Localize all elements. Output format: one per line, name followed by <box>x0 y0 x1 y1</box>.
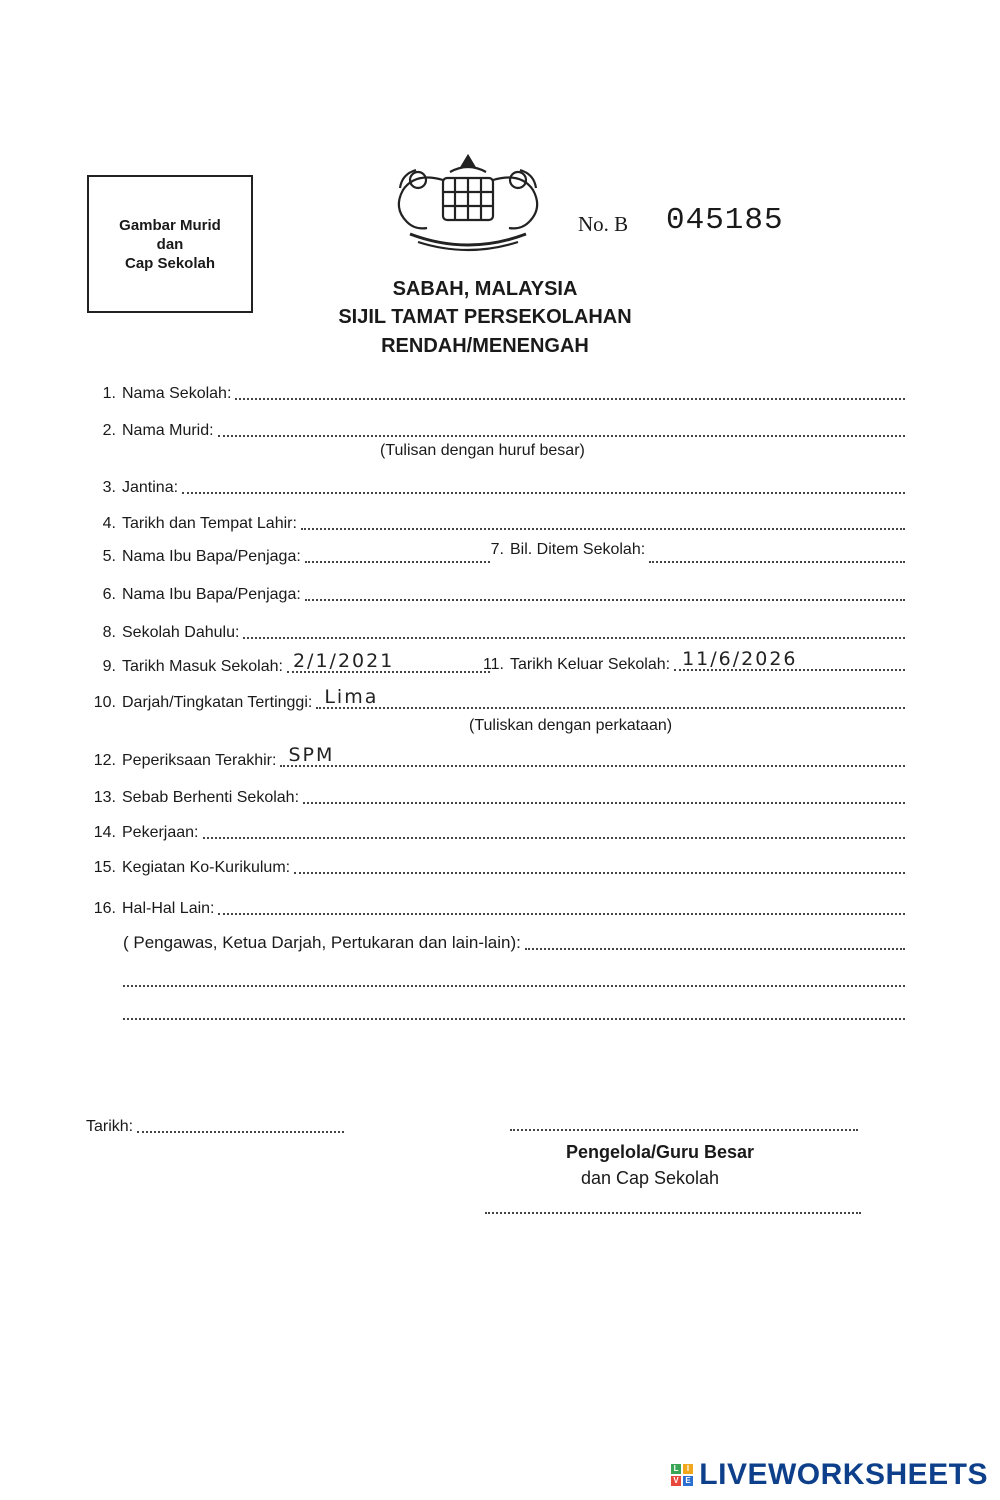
field-tarikh-keluar <box>470 648 905 674</box>
nama-ibu-bapa-2-input[interactable] <box>305 585 905 601</box>
bil-ditem-input[interactable] <box>649 547 905 563</box>
field-number: 2. <box>102 422 116 439</box>
field-sekolah-dahulu <box>82 620 905 642</box>
field-number: 14. <box>93 824 116 841</box>
field-number: 5. <box>102 548 116 565</box>
title-line2: SIJIL TAMAT PERSEKOLAHAN <box>338 306 632 328</box>
field-jantina <box>82 475 905 497</box>
field-label: Peperiksaan Terakhir: <box>122 752 277 769</box>
field-nama-ibu-bapa-1 <box>82 544 490 566</box>
liveworksheets-logo <box>671 1458 988 1492</box>
signature-role-line2: dan Cap Sekolah <box>580 1168 720 1188</box>
field-tarikh-tempat-lahir <box>82 511 905 533</box>
field-number: 4. <box>102 515 116 532</box>
signature-line[interactable] <box>510 1129 858 1131</box>
serial-number: 045185 <box>666 203 784 238</box>
field-label: Sekolah Dahulu: <box>122 624 240 641</box>
field-number: 16. <box>93 900 116 917</box>
jantina-input[interactable] <box>182 478 905 494</box>
field-label: Tarikh Keluar Sekolah: <box>510 656 671 673</box>
logo-grid-cell: I <box>683 1464 693 1474</box>
field-number: 6. <box>102 586 116 603</box>
nama-ibu-bapa-1-input[interactable] <box>305 547 490 563</box>
field-label: Jantina: <box>122 479 179 496</box>
field-nama-ibu-bapa-2 <box>82 582 905 604</box>
field-sebab-berhenti <box>82 785 905 807</box>
field-nama-sekolah <box>82 381 905 403</box>
date-label: Tarikh: <box>86 1118 134 1135</box>
hal-hal-lain-extra-line-2[interactable] <box>123 1018 905 1020</box>
field-hal-hal-lain <box>82 896 905 918</box>
field-pekerjaan <box>82 820 905 842</box>
field-number: 7. <box>490 541 504 558</box>
nama-murid-note: (Tulisan dengan huruf besar) <box>380 442 585 459</box>
photo-box-line2: dan <box>156 235 184 253</box>
stamp-line[interactable] <box>485 1212 861 1214</box>
field-number: 8. <box>102 624 116 641</box>
field-label: Nama Ibu Bapa/Penjaga: <box>122 548 301 565</box>
field-tarikh-masuk <box>82 650 490 676</box>
field-nama-murid <box>82 418 905 440</box>
photo-box-line3: Cap Sekolah <box>124 254 216 272</box>
logo-grid-cell: E <box>683 1476 693 1486</box>
signature-role-line1: Pengelola/Guru Besar <box>565 1142 755 1162</box>
coat-of-arms-icon <box>388 150 548 255</box>
peperiksaan-terakhir-input[interactable] <box>280 744 905 767</box>
field-number: 1. <box>102 385 116 402</box>
hal-hal-lain-input[interactable] <box>218 899 905 915</box>
tarikh-tempat-lahir-input[interactable] <box>301 514 905 530</box>
hal-hal-lain-sub-input[interactable] <box>525 934 905 950</box>
field-number: 9. <box>102 658 116 675</box>
title-line3: RENDAH/MENENGAH <box>381 335 589 357</box>
field-label: Tarikh dan Tempat Lahir: <box>122 515 297 532</box>
field-number: 10. <box>93 694 116 711</box>
date-field <box>86 1114 344 1136</box>
nama-murid-input[interactable] <box>218 421 905 437</box>
tarikh-masuk-value: 2/1/2021 <box>292 650 395 672</box>
tarikh-keluar-value: 11/6/2026 <box>682 648 798 670</box>
field-label: Nama Sekolah: <box>122 385 232 402</box>
serial-label: No. B <box>578 212 629 236</box>
brand-text: LIVEWORKSHEETS <box>699 1458 988 1491</box>
tarikh-masuk-input[interactable] <box>287 650 490 673</box>
field-label: Pekerjaan: <box>122 824 199 841</box>
field-number: 3. <box>102 479 116 496</box>
field-label: Darjah/Tingkatan Tertinggi: <box>122 694 313 711</box>
field-number: 12. <box>93 752 116 769</box>
field-label: Kegiatan Ko-Kurikulum: <box>122 859 291 876</box>
field-number: 15. <box>93 859 116 876</box>
field-label: Tarikh Masuk Sekolah: <box>122 658 283 675</box>
field-number: 11. <box>482 656 504 673</box>
pekerjaan-input[interactable] <box>203 823 906 839</box>
field-label: Bil. Ditem Sekolah: <box>510 541 646 558</box>
field-label: Nama Murid: <box>122 422 214 439</box>
darjah-tertinggi-value: Lima <box>324 686 379 708</box>
date-input[interactable] <box>137 1117 344 1133</box>
darjah-tertinggi-input[interactable] <box>316 686 905 709</box>
nama-sekolah-input[interactable] <box>235 384 905 400</box>
field-label: Sebab Berhenti Sekolah: <box>122 789 300 806</box>
field-bil-ditem <box>470 537 905 559</box>
field-darjah-tertinggi <box>82 686 905 712</box>
sekolah-dahulu-input[interactable] <box>243 623 905 639</box>
title-line1: SABAH, MALAYSIA <box>392 278 578 300</box>
logo-grid-icon <box>671 1464 693 1486</box>
kegiatan-kokurikulum-input[interactable] <box>294 858 905 874</box>
peperiksaan-terakhir-value: SPM <box>288 744 335 766</box>
field-hal-hal-lain-sub <box>123 931 905 953</box>
sebab-berhenti-input[interactable] <box>303 788 905 804</box>
field-label: Hal-Hal Lain: <box>122 900 215 917</box>
field-peperiksaan-terakhir <box>82 744 905 770</box>
logo-grid-cell: V <box>671 1476 681 1486</box>
darjah-tertinggi-note: (Tuliskan dengan perkataan) <box>469 717 673 734</box>
hal-hal-lain-sub-label: ( Pengawas, Ketua Darjah, Pertukaran dan lain-lain): <box>123 933 521 952</box>
field-kegiatan-kokurikulum <box>82 855 905 877</box>
logo-grid-cell: L <box>671 1464 681 1474</box>
hal-hal-lain-extra-line-1[interactable] <box>123 985 905 987</box>
field-number: 13. <box>93 789 116 806</box>
photo-box-line1: Gambar Murid <box>119 216 221 234</box>
field-label: Nama Ibu Bapa/Penjaga: <box>122 586 301 603</box>
tarikh-keluar-input[interactable] <box>674 648 905 671</box>
